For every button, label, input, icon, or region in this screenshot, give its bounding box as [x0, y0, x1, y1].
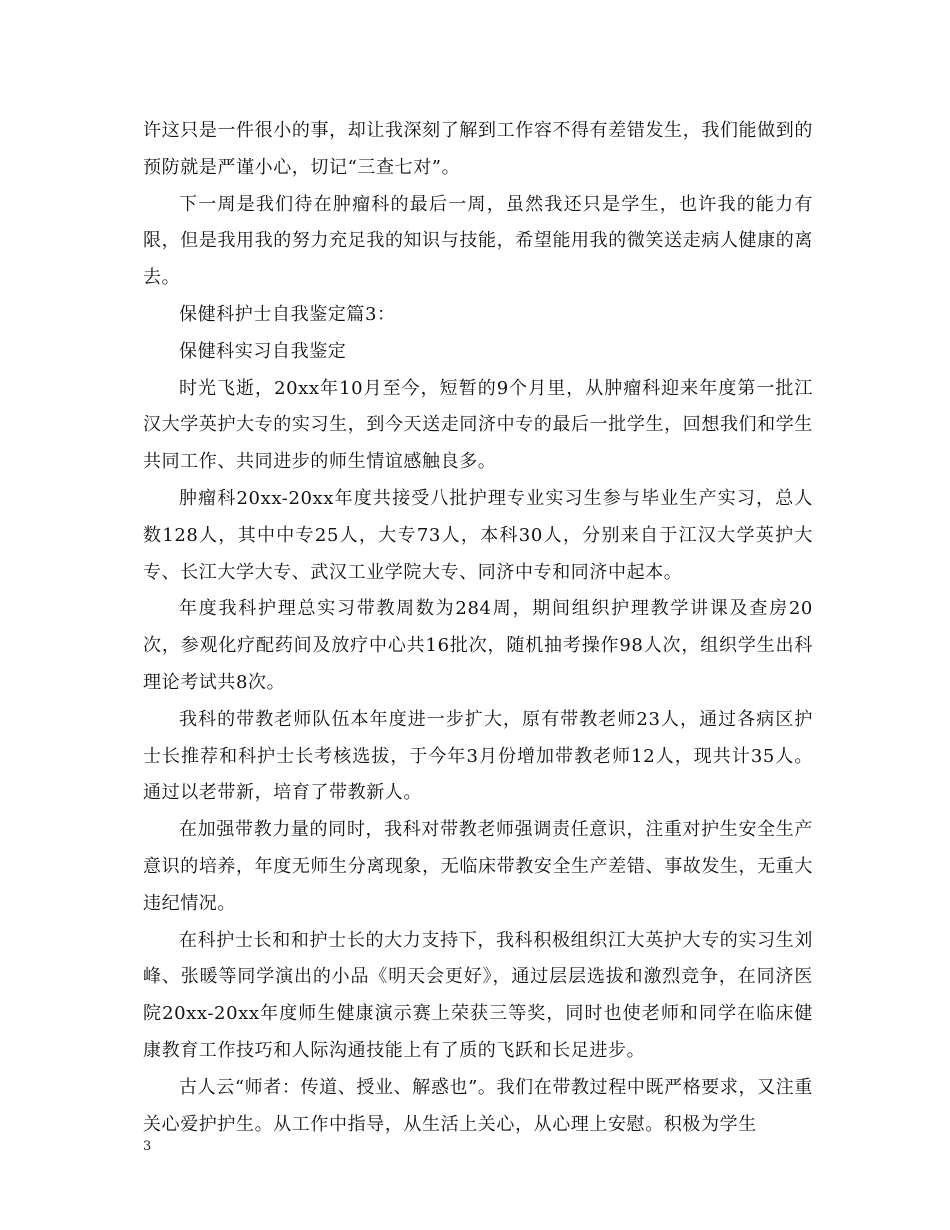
paragraph-5: 年度我科护理总实习带教周数为284周，期间组织护理教学讲课及查房20次，参观化疗配药间及放疗中心共16批次，随机抽考操作98人次，组织学生出科理论考试共8次。 — [143, 598, 813, 693]
paragraph-8: 在科护士长和和护士长的大力支持下，我科积极组织江大英护大专的实习生刘峰、张暖等同学演出的小品《明天会更好》，通过层层选拔和激烈竞争，在同济医院20xx-20xx年度师生健康演示赛上荣获三等奖，同时也使老师和同学在临床健康教育工作技巧和人际沟通技能上有了质的飞跃和长足进步。 — [143, 929, 813, 1061]
paragraph-4: 肿瘤科20xx-20xx年度共接受八批护理专业实习生参与毕业生产实习，总人数128人，其中中专25人，大专73人，本科30人，分别来自于江汉大学英护大专、长江大学大专、武汉工业学院大专、同济中专和同济中起本。 — [143, 487, 813, 583]
section-heading: 保健科护士自我鉴定篇3： — [179, 303, 396, 325]
paragraph-6: 我科的带教老师队伍本年度进一步扩大，原有带教老师23人，通过各病区护士长推荐和科护士长考核选拔，于今年3月份增加带教老师12人，现共计35人。通过以老带新，培育了带教新人。 — [143, 708, 813, 804]
paragraph-9: 古人云“师者：传道、授业、解惑也”。我们在带教过程中既严格要求，又注重关心爱护护生。从工作中指导，从生活上关心，从心理上安慰。积极为学生 — [143, 1076, 813, 1135]
document-body — [143, 113, 813, 1143]
section-title: 保健科实习自我鉴定 — [179, 340, 347, 362]
paragraph-2: 下一周是我们待在肿瘤科的最后一周，虽然我还只是学生，也许我的能力有限，但是我用我的努力充足我的知识与技能，希望能用我的微笑送走病人健康的离去。 — [143, 193, 813, 289]
paragraph-7: 在加强带教力量的同时，我科对带教老师强调责任意识，注重对护生安全生产意识的培养，年度无师生分离现象，无临床带教安全生产差错、事故发生，无重大违纪情况。 — [143, 819, 813, 914]
paragraph-1: 许这只是一件很小的事，却让我深刻了解到工作容不得有差错发生，我们能做到的预防就是严谨小心，切记“三查七对”。 — [143, 120, 813, 178]
paragraph-3: 时光飞逝，20xx年10月至今，短暂的9个月里，从肿瘤科迎来年度第一批江汉大学英护大专的实习生，到今天送走同济中专的最后一批学生，回想我们和学生共同工作、共同进步的师生情谊感触良多。 — [143, 377, 813, 473]
page-number: 3 — [143, 1139, 152, 1154]
